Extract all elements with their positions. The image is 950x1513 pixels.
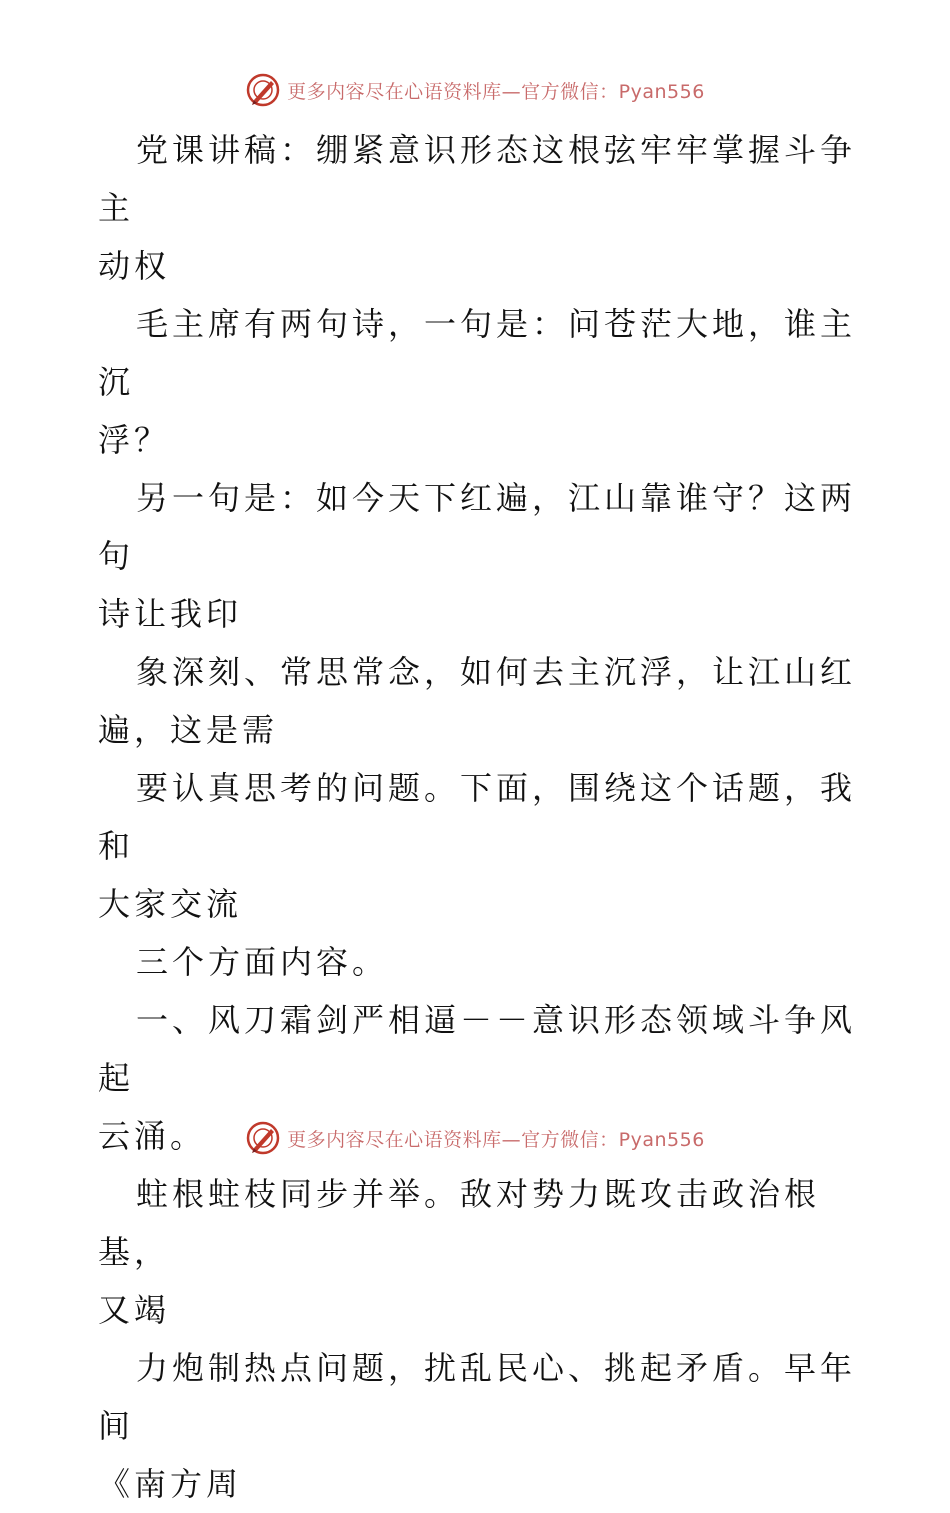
paragraph: 蛀根蛀枝同步并举。敌对势力既攻击政治根基， 又竭 (98, 1175, 821, 1329)
pen-logo-icon (245, 72, 281, 108)
paragraph: 另一句是：如今天下红遍，江山靠谁守？这两句 诗让我印 (98, 479, 857, 633)
paragraph: 要认真思考的问题。下面，围绕这个话题，我和 大家交流 (98, 769, 857, 923)
section-heading: 一、风刀霜剑严相逼－－意识形态领域斗争风起 云涌。 (98, 1001, 857, 1155)
paragraph: 象深刻、常思常念，如何去主沉浮，让江山红 遍，这是需 (98, 653, 857, 749)
paragraph: 力炮制热点问题，扰乱民心、挑起矛盾。早年间 《南方周 (98, 1349, 857, 1503)
document-title: 党课讲稿：绷紧意识形态这根弦牢牢掌握斗争主 动权 (98, 131, 857, 285)
footer-banner (0, 1118, 950, 1158)
paragraph: 毛主席有两句诗，一句是：问苍茫大地，谁主沉 浮？ (98, 305, 857, 459)
footer-banner-text: 更多内容尽在心语资料库—官方微信：Pyan556 (287, 1128, 705, 1151)
header-banner (0, 70, 950, 110)
pen-logo-icon (245, 1120, 281, 1156)
document-body (98, 121, 858, 1513)
header-banner-text: 更多内容尽在心语资料库—官方微信：Pyan556 (287, 80, 705, 103)
paragraph: 三个方面内容。 (136, 943, 389, 981)
